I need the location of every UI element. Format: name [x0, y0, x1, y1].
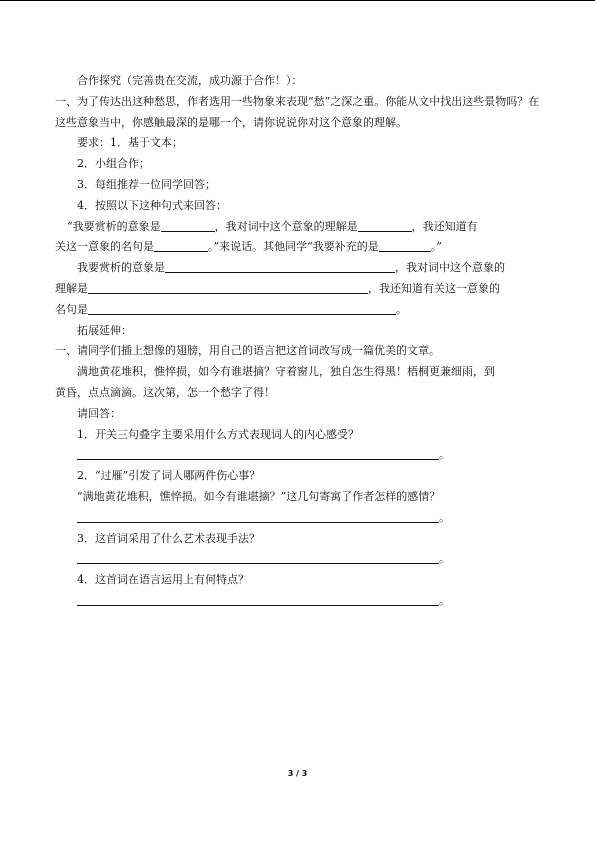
my-answer-blank-understanding[interactable]: [88, 281, 368, 294]
answer-pattern-line-1: [55, 217, 540, 238]
header-rule: [0, 0, 595, 1]
answer-period: 。: [439, 552, 450, 566]
answer-blank-4[interactable]: [77, 593, 439, 606]
requirement-2: 2．小组合作；: [77, 157, 150, 171]
pattern-text-6: 。”: [430, 240, 442, 254]
my-answer-blank-quote[interactable]: [88, 302, 396, 315]
answer-line-3: [77, 549, 540, 570]
my-answer-text-2: ，我对词中这个意象的: [395, 261, 505, 275]
answer-period: 。: [439, 510, 450, 524]
question-one: 一、为了传达出这种愁思，作者选用一些物象来表现“愁”之深之重。你能从文中找出这些景物吗？在这些意象当中，你感触最深的是哪一个，请你说说你对这个意象的理解。: [55, 94, 540, 129]
question-item-3: 3．这首词采用了什么艺术表现手法？: [77, 531, 260, 545]
question-item-2: 2．“过雁”引发了词人哪两件伤心事？: [77, 469, 261, 483]
answer-blank-1[interactable]: [77, 447, 439, 460]
requirement-3: 3．每组推荐一位同学回答；: [77, 177, 216, 191]
my-answer-text-1: 我要赏析的意象是: [77, 261, 165, 275]
pattern-text-3: ，我还知道有: [411, 219, 478, 233]
requirement-1: 要求：1．基于文本；: [77, 136, 183, 150]
answer-period: 。: [439, 448, 450, 462]
answer-pattern-line-2: [55, 237, 540, 258]
question-item-2-sub: “满地黄花堆积，憔悴损。如今有谁堪摘？”这几句寄寓了作者怎样的感情？: [77, 489, 441, 503]
my-answer-line-1: [55, 258, 540, 279]
answer-line-1: [77, 445, 540, 466]
pattern-blank-supplement[interactable]: [379, 239, 431, 252]
question-item-1: 1．开关三句叠字主要采用什么方式表现词人的内心感受？: [77, 427, 359, 441]
my-answer-text-5: 名句是: [55, 302, 88, 316]
page-number: 3 / 3: [287, 769, 308, 778]
answer-line-4: [77, 591, 540, 612]
section-heading-extension: 拓展延伸：: [77, 323, 132, 337]
my-answer-blank-image[interactable]: [165, 260, 395, 273]
pattern-text-4: 关这一意象的名句是: [55, 240, 154, 254]
poem-line-1: 满地黄花堆积，憔悴损，如今有谁堪摘？守着窗儿，独自怎生得黑！梧桐更兼细雨，到: [77, 365, 495, 379]
extension-task: 一、请同学们插上想像的翅膀，用自己的语言把这首词改写成一篇优美的文章。: [55, 344, 440, 358]
pattern-text-2: ，我对词中这个意象的理解是: [214, 219, 358, 233]
pattern-text-1: “我要赏析的意象是: [67, 219, 161, 233]
my-answer-line-2: [55, 279, 540, 300]
pattern-blank-quote[interactable]: [154, 239, 208, 252]
answer-period: 。: [439, 593, 450, 607]
my-answer-text-3: 理解是: [55, 281, 88, 295]
my-answer-text-4: ，我还知道有关这一意象的: [368, 281, 500, 295]
poem-line-2: 黄昏，点点滴滴。这次第，怎一个愁字了得！: [55, 385, 275, 399]
requirement-4: 4．按照以下这种句式来回答：: [77, 198, 227, 212]
section-heading-cooperation: 合作探究（完善贵在交流，成功源于合作！）：: [77, 74, 303, 87]
pattern-text-5: 。”来说话。其他同学“我要补充的是: [208, 240, 379, 254]
answer-line-2: [77, 508, 540, 529]
pattern-blank-understanding[interactable]: [358, 219, 412, 232]
answer-blank-3[interactable]: [77, 551, 439, 564]
document-body: [55, 71, 540, 612]
question-item-4: 4．这首词在语言运用上有何特点？: [77, 573, 249, 587]
my-answer-line-3: [55, 300, 540, 321]
pattern-blank-image[interactable]: [161, 219, 215, 232]
my-answer-text-6: 。: [396, 302, 407, 316]
answer-blank-2[interactable]: [77, 510, 439, 523]
answer-prompt: 请回答：: [77, 406, 121, 420]
